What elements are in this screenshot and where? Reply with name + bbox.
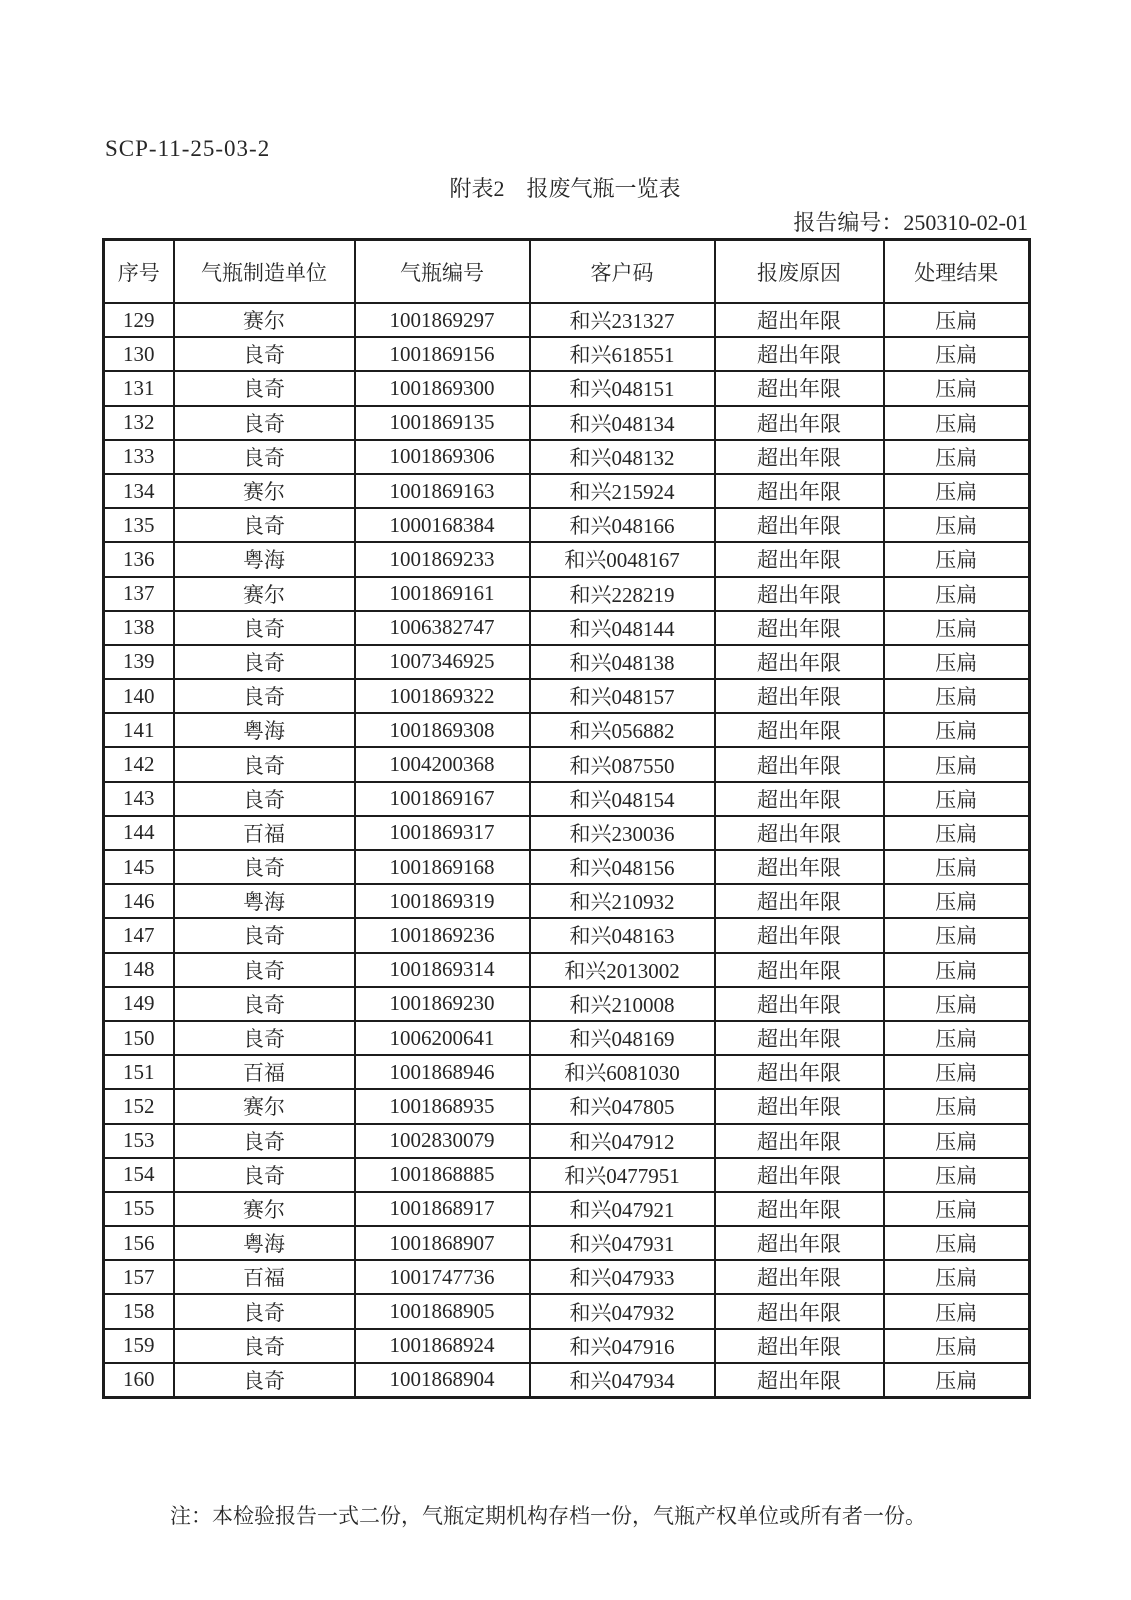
cell-scrap-reason: 超出年限 [715,884,884,918]
table-row [104,1055,1030,1089]
cell-serial-no: 143 [104,782,174,816]
cell-customer-code: 和兴047916 [530,1329,715,1363]
table-row [104,1158,1030,1192]
cell-scrap-reason: 超出年限 [715,850,884,884]
cell-scrap-reason: 超出年限 [715,679,884,713]
cell-result: 压扁 [884,782,1030,816]
cell-manufacturer: 赛尔 [174,303,355,337]
cell-scrap-reason: 超出年限 [715,1192,884,1226]
cell-result: 压扁 [884,1260,1030,1294]
document-code: SCP-11-25-03-2 [105,136,271,161]
cell-serial-no: 134 [104,474,174,508]
cell-cylinder-no: 1007346925 [355,645,530,679]
cell-customer-code: 和兴6081030 [530,1055,715,1089]
cell-scrap-reason: 超出年限 [715,1294,884,1328]
cell-serial-no: 144 [104,816,174,850]
cell-manufacturer: 粤海 [174,713,355,747]
column-header-scrap-reason: 报废原因 [715,240,884,304]
cell-serial-no: 153 [104,1124,174,1158]
cell-customer-code: 和兴047931 [530,1226,715,1260]
table-row [104,1192,1030,1226]
cell-manufacturer: 百福 [174,816,355,850]
cell-manufacturer: 良奇 [174,987,355,1021]
cell-cylinder-no: 1002830079 [355,1124,530,1158]
cell-customer-code: 和兴047912 [530,1124,715,1158]
cell-cylinder-no: 1001747736 [355,1260,530,1294]
table-row [104,953,1030,987]
cell-manufacturer: 良奇 [174,337,355,371]
cell-cylinder-no: 1006382747 [355,611,530,645]
table-row [104,1260,1030,1294]
cell-cylinder-no: 1001869135 [355,406,530,440]
cell-manufacturer: 良奇 [174,1363,355,1398]
cell-result: 压扁 [884,1294,1030,1328]
cell-cylinder-no: 1001869297 [355,303,530,337]
cell-scrap-reason: 超出年限 [715,508,884,542]
cell-cylinder-no: 1001869167 [355,782,530,816]
cell-scrap-reason: 超出年限 [715,1226,884,1260]
cell-cylinder-no: 1001869308 [355,713,530,747]
table-row [104,611,1030,645]
cell-serial-no: 149 [104,987,174,1021]
cell-manufacturer: 良奇 [174,1021,355,1055]
cell-customer-code: 和兴048166 [530,508,715,542]
column-header-manufacturer: 气瓶制造单位 [174,240,355,304]
table-row [104,713,1030,747]
table-row [104,337,1030,371]
cell-result: 压扁 [884,440,1030,474]
cell-cylinder-no: 1000168384 [355,508,530,542]
cell-cylinder-no: 1001869233 [355,542,530,576]
cell-result: 压扁 [884,918,1030,952]
cell-result: 压扁 [884,645,1030,679]
table-header [104,240,1030,304]
cell-customer-code: 和兴048157 [530,679,715,713]
cell-manufacturer: 百福 [174,1055,355,1089]
cell-customer-code: 和兴2013002 [530,953,715,987]
table-row [104,1363,1030,1398]
cell-cylinder-no: 1001869300 [355,371,530,405]
cell-manufacturer: 赛尔 [174,1192,355,1226]
cell-result: 压扁 [884,816,1030,850]
cell-cylinder-no: 1001868905 [355,1294,530,1328]
cell-manufacturer: 良奇 [174,508,355,542]
cell-scrap-reason: 超出年限 [715,1329,884,1363]
cell-manufacturer: 粤海 [174,542,355,576]
cell-cylinder-no: 1001869314 [355,953,530,987]
cell-result: 压扁 [884,1363,1030,1398]
table-row [104,542,1030,576]
cell-serial-no: 154 [104,1158,174,1192]
cell-result: 压扁 [884,850,1030,884]
cell-serial-no: 135 [104,508,174,542]
cell-manufacturer: 良奇 [174,611,355,645]
cell-customer-code: 和兴228219 [530,577,715,611]
cell-serial-no: 131 [104,371,174,405]
cell-result: 压扁 [884,1021,1030,1055]
cell-customer-code: 和兴618551 [530,337,715,371]
table-row [104,474,1030,508]
cell-result: 压扁 [884,953,1030,987]
cell-serial-no: 130 [104,337,174,371]
cell-scrap-reason: 超出年限 [715,611,884,645]
table-row [104,577,1030,611]
cell-manufacturer: 赛尔 [174,577,355,611]
cell-serial-no: 133 [104,440,174,474]
cell-scrap-reason: 超出年限 [715,371,884,405]
cell-result: 压扁 [884,371,1030,405]
table-row [104,440,1030,474]
cell-serial-no: 155 [104,1192,174,1226]
cell-cylinder-no: 1004200368 [355,747,530,781]
cell-result: 压扁 [884,1055,1030,1089]
cell-cylinder-no: 1001869168 [355,850,530,884]
cell-scrap-reason: 超出年限 [715,1363,884,1398]
cell-manufacturer: 良奇 [174,747,355,781]
column-header-result: 处理结果 [884,240,1030,304]
table-row [104,987,1030,1021]
report-number: 报告编号：250310-02-01 [793,210,1028,235]
cell-customer-code: 和兴047932 [530,1294,715,1328]
cell-scrap-reason: 超出年限 [715,782,884,816]
cell-customer-code: 和兴047921 [530,1192,715,1226]
cell-cylinder-no: 1001869236 [355,918,530,952]
cell-result: 压扁 [884,508,1030,542]
cell-scrap-reason: 超出年限 [715,440,884,474]
table-row [104,816,1030,850]
cell-customer-code: 和兴047805 [530,1089,715,1123]
cell-cylinder-no: 1001869230 [355,987,530,1021]
cell-cylinder-no: 1001869161 [355,577,530,611]
cell-cylinder-no: 1001869156 [355,337,530,371]
table-header-row [104,240,1030,304]
cell-cylinder-no: 1001868946 [355,1055,530,1089]
cell-manufacturer: 赛尔 [174,474,355,508]
cell-scrap-reason: 超出年限 [715,987,884,1021]
cell-customer-code: 和兴087550 [530,747,715,781]
cell-cylinder-no: 1001869322 [355,679,530,713]
cell-customer-code: 和兴230036 [530,816,715,850]
cell-serial-no: 150 [104,1021,174,1055]
cell-serial-no: 140 [104,679,174,713]
cell-manufacturer: 良奇 [174,645,355,679]
table-row [104,1021,1030,1055]
column-header-serial-no: 序号 [104,240,174,304]
cell-manufacturer: 粤海 [174,884,355,918]
cell-customer-code: 和兴048138 [530,645,715,679]
table-row [104,645,1030,679]
cell-cylinder-no: 1001868907 [355,1226,530,1260]
cell-result: 压扁 [884,713,1030,747]
cell-serial-no: 129 [104,303,174,337]
cell-serial-no: 158 [104,1294,174,1328]
column-header-cylinder-no: 气瓶编号 [355,240,530,304]
cell-result: 压扁 [884,337,1030,371]
cell-customer-code: 和兴048169 [530,1021,715,1055]
cell-scrap-reason: 超出年限 [715,542,884,576]
cell-scrap-reason: 超出年限 [715,918,884,952]
table-row [104,1226,1030,1260]
cell-customer-code: 和兴056882 [530,713,715,747]
table-row [104,1124,1030,1158]
cell-serial-no: 148 [104,953,174,987]
cell-customer-code: 和兴0048167 [530,542,715,576]
cell-customer-code: 和兴215924 [530,474,715,508]
cell-scrap-reason: 超出年限 [715,474,884,508]
cell-cylinder-no: 1001869163 [355,474,530,508]
column-header-customer-code: 客户码 [530,240,715,304]
cell-scrap-reason: 超出年限 [715,1089,884,1123]
table-row [104,508,1030,542]
cell-result: 压扁 [884,611,1030,645]
cell-scrap-reason: 超出年限 [715,1124,884,1158]
cell-manufacturer: 良奇 [174,1294,355,1328]
cell-serial-no: 157 [104,1260,174,1294]
cell-manufacturer: 良奇 [174,918,355,952]
cell-result: 压扁 [884,542,1030,576]
cell-serial-no: 152 [104,1089,174,1123]
cell-customer-code: 和兴048144 [530,611,715,645]
cell-scrap-reason: 超出年限 [715,645,884,679]
table-row [104,1294,1030,1328]
cell-cylinder-no: 1001868917 [355,1192,530,1226]
cell-customer-code: 和兴047934 [530,1363,715,1398]
table-row [104,747,1030,781]
page-title: 附表2 报废气瓶一览表 [449,176,681,201]
cell-serial-no: 142 [104,747,174,781]
cell-result: 压扁 [884,303,1030,337]
cell-serial-no: 159 [104,1329,174,1363]
table-body [104,303,1030,1398]
cell-serial-no: 151 [104,1055,174,1089]
cell-manufacturer: 良奇 [174,782,355,816]
cell-serial-no: 138 [104,611,174,645]
cell-scrap-reason: 超出年限 [715,747,884,781]
cell-cylinder-no: 1001869319 [355,884,530,918]
cell-cylinder-no: 1001869317 [355,816,530,850]
cell-scrap-reason: 超出年限 [715,337,884,371]
table-row [104,406,1030,440]
cell-serial-no: 147 [104,918,174,952]
cell-scrap-reason: 超出年限 [715,303,884,337]
cell-customer-code: 和兴048163 [530,918,715,952]
cell-result: 压扁 [884,1329,1030,1363]
cell-manufacturer: 良奇 [174,440,355,474]
cell-serial-no: 156 [104,1226,174,1260]
table-row [104,884,1030,918]
cell-result: 压扁 [884,406,1030,440]
cell-manufacturer: 良奇 [174,1124,355,1158]
cell-manufacturer: 良奇 [174,953,355,987]
cell-scrap-reason: 超出年限 [715,406,884,440]
cell-manufacturer: 良奇 [174,679,355,713]
table-row [104,1329,1030,1363]
cell-manufacturer: 良奇 [174,371,355,405]
cell-result: 压扁 [884,747,1030,781]
cell-serial-no: 145 [104,850,174,884]
cell-result: 压扁 [884,884,1030,918]
cell-scrap-reason: 超出年限 [715,1021,884,1055]
cell-cylinder-no: 1001869306 [355,440,530,474]
cell-manufacturer: 赛尔 [174,1089,355,1123]
cell-serial-no: 141 [104,713,174,747]
cell-cylinder-no: 1001868924 [355,1329,530,1363]
cell-customer-code: 和兴048151 [530,371,715,405]
cell-result: 压扁 [884,1192,1030,1226]
cell-customer-code: 和兴0477951 [530,1158,715,1192]
cell-manufacturer: 良奇 [174,406,355,440]
cell-result: 压扁 [884,679,1030,713]
cell-scrap-reason: 超出年限 [715,1260,884,1294]
table-row [104,303,1030,337]
table-row [104,1089,1030,1123]
cell-manufacturer: 良奇 [174,850,355,884]
cell-scrap-reason: 超出年限 [715,1055,884,1089]
cell-result: 压扁 [884,1226,1030,1260]
table-row [104,850,1030,884]
cell-manufacturer: 百福 [174,1260,355,1294]
footnote: 注：本检验报告一式二份，气瓶定期机构存档一份，气瓶产权单位或所有者一份。 [170,1504,926,1528]
cell-cylinder-no: 1001868935 [355,1089,530,1123]
cell-serial-no: 132 [104,406,174,440]
cell-scrap-reason: 超出年限 [715,713,884,747]
cell-result: 压扁 [884,1158,1030,1192]
cell-manufacturer: 粤海 [174,1226,355,1260]
cell-customer-code: 和兴048154 [530,782,715,816]
cell-manufacturer: 良奇 [174,1329,355,1363]
cell-customer-code: 和兴048156 [530,850,715,884]
cell-cylinder-no: 1001868885 [355,1158,530,1192]
cell-scrap-reason: 超出年限 [715,953,884,987]
table-row [104,371,1030,405]
cell-customer-code: 和兴210932 [530,884,715,918]
cell-result: 压扁 [884,577,1030,611]
cell-serial-no: 146 [104,884,174,918]
cell-scrap-reason: 超出年限 [715,1158,884,1192]
cell-customer-code: 和兴231327 [530,303,715,337]
cell-customer-code: 和兴048134 [530,406,715,440]
cell-customer-code: 和兴047933 [530,1260,715,1294]
cell-result: 压扁 [884,1124,1030,1158]
cell-scrap-reason: 超出年限 [715,577,884,611]
cell-serial-no: 137 [104,577,174,611]
cell-cylinder-no: 1006200641 [355,1021,530,1055]
cell-customer-code: 和兴210008 [530,987,715,1021]
cell-serial-no: 139 [104,645,174,679]
table-row [104,679,1030,713]
cell-manufacturer: 良奇 [174,1158,355,1192]
cell-result: 压扁 [884,1089,1030,1123]
cell-cylinder-no: 1001868904 [355,1363,530,1398]
table-row [104,782,1030,816]
table-row [104,918,1030,952]
cell-scrap-reason: 超出年限 [715,816,884,850]
scrapped-cylinder-table [102,238,1031,1399]
cell-result: 压扁 [884,474,1030,508]
cell-customer-code: 和兴048132 [530,440,715,474]
cell-serial-no: 136 [104,542,174,576]
cell-serial-no: 160 [104,1363,174,1398]
cell-result: 压扁 [884,987,1030,1021]
